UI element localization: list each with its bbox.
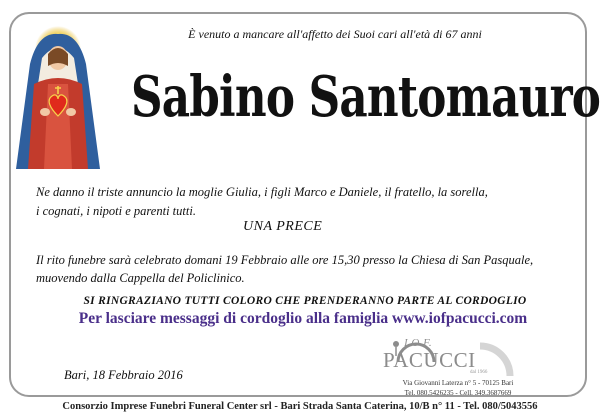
funeral-line: Il rito funebre sarà celebrato domani 19 Febbraio alle ore 15,30 presso la Chiesa di San Pasquale, — [36, 253, 534, 267]
funeral-line: muovendo dalla Cappella del Policlinico. — [36, 271, 245, 285]
intro-text: È venuto a mancare all'affetto dei Suoi cari all'età di 67 anni — [188, 27, 482, 41]
agency-address: Via Giovanni Laterza n° 5 - 70125 Bari — [402, 379, 514, 387]
thanks-text: SI RINGRAZIANO TUTTI COLORO CHE PRENDERANNO PARTE AL CORDOGLIO — [83, 295, 527, 307]
sacred-heart-image — [8, 24, 108, 174]
funeral-details — [36, 251, 581, 287]
prayer-text: UNA PRECE — [243, 219, 323, 234]
deceased-name: Sabino Santomauro — [131, 64, 600, 130]
agency-name: PACUCCI — [383, 348, 476, 372]
condolence-link[interactable]: Per lasciare messaggi di cordoglio alla famiglia www.iofpacucci.com — [78, 310, 528, 327]
date-place: Bari, 18 Febbraio 2016 — [64, 368, 183, 382]
announcement-line: i cognati, i nipoti e parenti tutti. — [36, 204, 196, 218]
announcement-line: Ne danno il triste annuncio la moglie Giulia, i figli Marco e Daniele, il fratello, la sorella, — [36, 185, 488, 199]
footer-text: Consorzio Imprese Funebri Funeral Center srl - Bari Strada Santa Caterina, 10/B n° 11 - Tel. 080/5043556 — [62, 401, 538, 412]
agency-since: dal 1966 — [470, 370, 488, 375]
agency-initials: I.O.F. — [404, 337, 433, 349]
agency-phones: Tel. 080.5426235 - Cell. 349.3687669 — [404, 389, 512, 397]
announcement — [36, 183, 576, 221]
